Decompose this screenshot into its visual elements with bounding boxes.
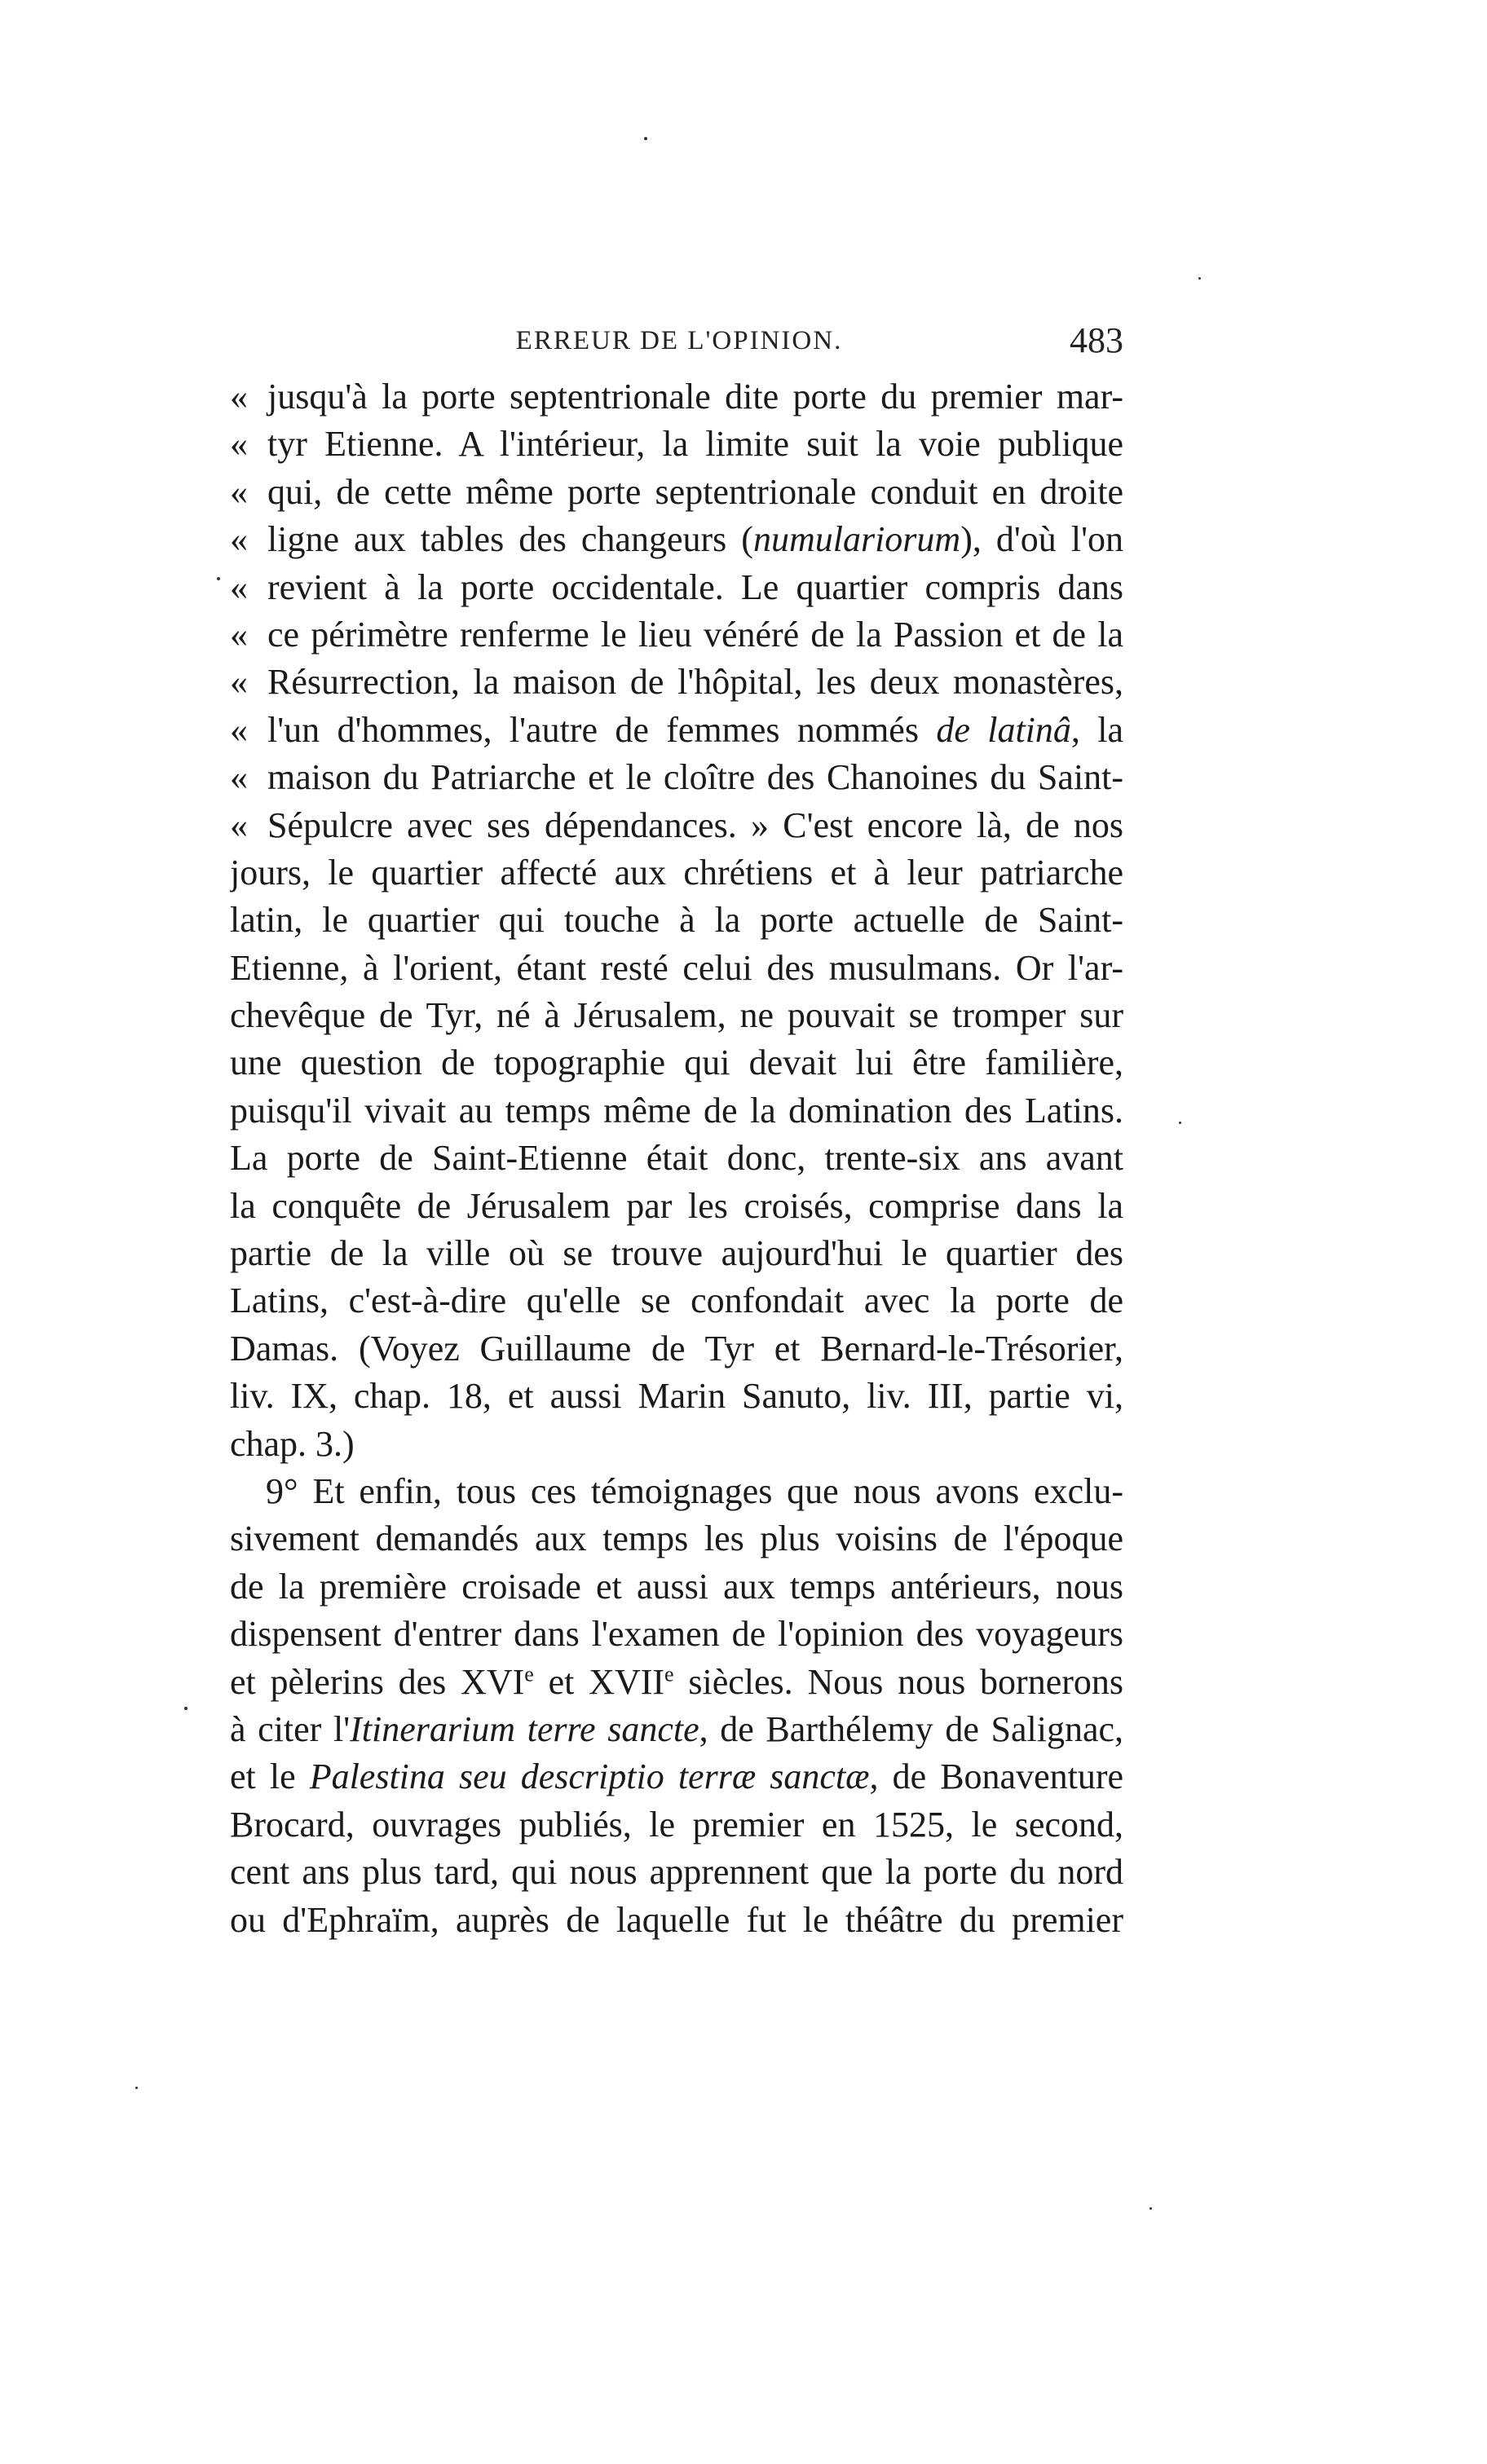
- paragraph-9-line: Brocard, ouvrages publiés, le premier en 1525, le second,: [230, 1804, 1123, 1845]
- guillemet: «: [230, 709, 248, 750]
- quoted-text: ce périmètre renferme le lieu vénéré de la Passion et de la: [267, 614, 1123, 655]
- body-line: chevêque de Tyr, né à Jérusalem, ne pouvait se tromper sur: [230, 995, 1123, 1036]
- guillemet: «: [230, 377, 248, 417]
- quoted-text: Résurrection, la maison de l'hôpital, les deux monastères,: [267, 662, 1123, 703]
- body-line: jours, le quartier affecté aux chrétiens et à leur patriarche: [230, 852, 1123, 893]
- paragraph-9-line: [230, 1706, 1123, 1753]
- quoted-line: [230, 611, 1123, 659]
- italic-title: Palestina seu descriptio terræ sanctæ: [309, 1757, 870, 1797]
- body-line: puisqu'il vivait au temps même de la domination des Latins.: [230, 1090, 1123, 1131]
- running-head: [235, 320, 1123, 368]
- body-line: latin, le quartier qui touche à la porte actuelle de Saint-: [230, 900, 1123, 941]
- body-line: La porte de Saint-Etienne était donc, trente-six ans avant: [230, 1138, 1123, 1179]
- italic-title: Itinerarium terre sancte: [350, 1708, 699, 1749]
- quoted-text: maison du Patriarche et le cloître des Chanoines du Saint-: [267, 757, 1123, 798]
- superscript: e: [664, 1661, 674, 1686]
- guillemet: «: [230, 519, 248, 560]
- text-segment: , la: [1070, 709, 1123, 750]
- body-line: liv. IX, chap. 18, et aussi Marin Sanuto, liv. III, partie vi,: [230, 1376, 1123, 1417]
- body-line: Etienne, à l'orient, étant resté celui des musulmans. Or l'ar-: [230, 947, 1123, 988]
- text-segment: et XVII: [533, 1661, 665, 1702]
- body-line: chap. 3.): [230, 1423, 355, 1464]
- text-segment: siècles. Nous nous bornerons: [673, 1661, 1123, 1702]
- quoted-line: [230, 516, 1123, 563]
- paragraph-9-line: ou d'Ephraïm, auprès de laquelle fut le théâtre du premier: [230, 1899, 1123, 1940]
- quoted-line: [230, 802, 1123, 849]
- text-segment: et le: [230, 1757, 310, 1797]
- quoted-line: [230, 564, 1123, 611]
- text-segment: , de Bonaventure: [869, 1757, 1123, 1797]
- quoted-line: [230, 754, 1123, 801]
- paragraph-9-line: dispensent d'entrer dans l'examen de l'opinion des voyageurs: [230, 1614, 1123, 1655]
- quoted-line: [230, 373, 1123, 421]
- scan-speck: [184, 1707, 188, 1710]
- quoted-text: Sépulcre avec ses dépendances. » C'est encore là, de nos: [267, 804, 1123, 845]
- quoted-text: [267, 707, 1123, 754]
- guillemet: «: [230, 662, 248, 703]
- text-segment: ligne aux tables des changeurs (: [267, 519, 753, 560]
- guillemet: «: [230, 471, 248, 512]
- quoted-text: tyr Etienne. A l'intérieur, la limite suit la voie publique: [267, 424, 1123, 465]
- italic-term: de latinâ: [936, 709, 1071, 750]
- body-line: une question de topographie qui devait lui être familière,: [230, 1042, 1123, 1083]
- body-line: Damas. (Voyez Guillaume de Tyr et Bernard-le-Trésorier,: [230, 1328, 1123, 1369]
- paragraph-9-line: cent ans plus tard, qui nous apprennent que la porte du nord: [230, 1852, 1123, 1893]
- quoted-text: revient à la porte occidentale. Le quartier compris dans: [267, 566, 1123, 607]
- scan-speck: [1198, 277, 1201, 280]
- italic-term: numulariorum: [752, 519, 961, 560]
- scan-speck: [217, 577, 220, 580]
- guillemet: «: [230, 424, 248, 465]
- quoted-text: qui, de cette même porte septentrionale conduit en droite: [267, 471, 1123, 512]
- quoted-line: [230, 659, 1123, 706]
- paragraph-9-line: de la première croisade et aussi aux temps antérieurs, nous: [230, 1566, 1123, 1607]
- scan-speck: [135, 2087, 138, 2089]
- text-segment: à citer l': [230, 1708, 351, 1749]
- guillemet: «: [230, 757, 248, 798]
- guillemet: «: [230, 614, 248, 655]
- text-block: [230, 373, 1123, 1944]
- scan-speck: [1179, 1122, 1181, 1124]
- superscript: e: [524, 1661, 534, 1686]
- scan-speck: [644, 137, 647, 140]
- text-segment: Et enfin, tous ces témoignages que nous avons exclu-: [312, 1470, 1123, 1511]
- scan-speck: [1149, 2207, 1152, 2210]
- text-segment: l'un d'hommes, l'autre de femmes nommés: [267, 709, 937, 750]
- quoted-text: [267, 516, 1123, 563]
- running-title: ERREUR DE L'OPINION.: [515, 326, 843, 355]
- quoted-text: jusqu'à la porte septentrionale dite porte du premier mar-: [267, 377, 1123, 417]
- body-line: la conquête de Jérusalem par les croisés, comprise dans la: [230, 1185, 1123, 1226]
- text-segment: , de Barthélemy de Salignac,: [699, 1708, 1123, 1749]
- quoted-line: [230, 469, 1123, 516]
- quoted-line: [230, 421, 1123, 468]
- text-segment: et pèlerins des XVI: [230, 1661, 525, 1702]
- paragraph-number: 9°: [266, 1470, 298, 1511]
- paragraph-9-line: [230, 1753, 1123, 1801]
- body-line: partie de la ville où se trouve aujourd'hui le quartier des: [230, 1233, 1123, 1274]
- paragraph-9-line: sivement demandés aux temps les plus voisins de l'époque: [230, 1519, 1123, 1559]
- paragraph-9-line: [230, 1468, 1123, 1515]
- page-number: 483: [1070, 320, 1123, 360]
- guillemet: «: [230, 804, 248, 845]
- guillemet: «: [230, 566, 248, 607]
- quoted-line: [230, 707, 1123, 754]
- body-line: Latins, c'est-à-dire qu'elle se confondait avec la porte de: [230, 1280, 1123, 1321]
- text-segment: ), d'où l'on: [960, 519, 1123, 560]
- paragraph-9-line: [230, 1659, 1123, 1706]
